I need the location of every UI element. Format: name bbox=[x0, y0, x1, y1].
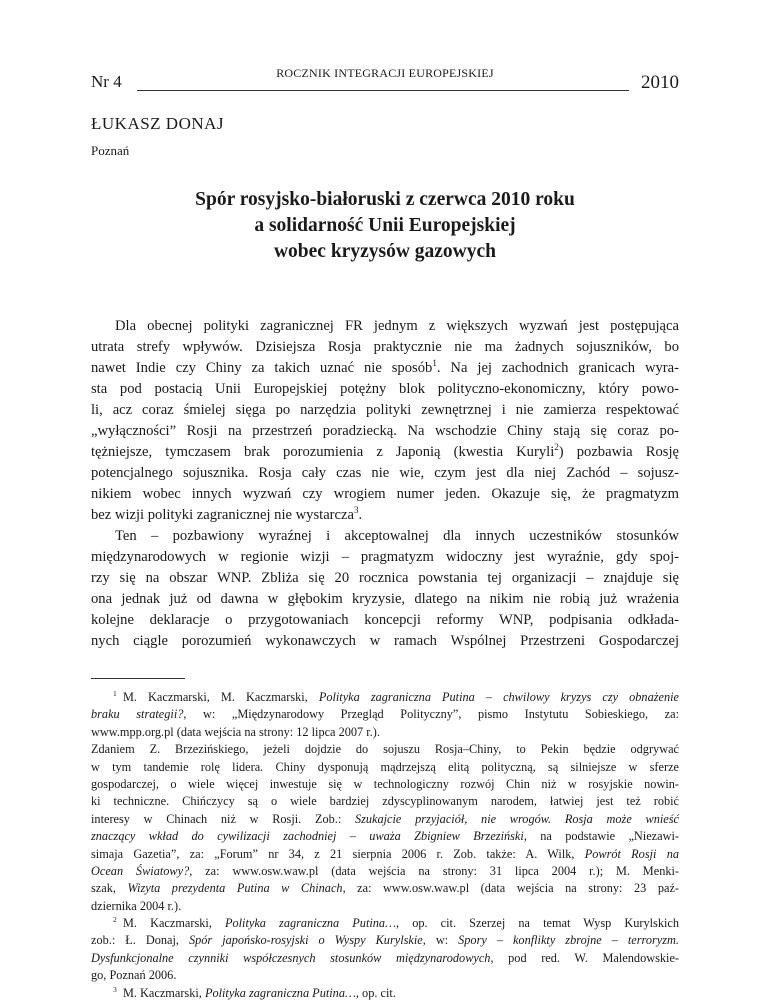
footnote-line: ki techniczne. Chińczycy są o wiele bardziej zdyscyplinowanym narodem, łatwiej jest też robić bbox=[91, 794, 679, 809]
footnote-number: 2 bbox=[113, 914, 117, 924]
body-line: sta pod postacią Unii Europejskiej potężny blok polityczno-ekonomiczny, który powo- bbox=[91, 381, 679, 397]
body-line: nikiem wobec innych wyzwań czy wrogiem numer jeden. Okazuje się, że pragmatyzm bbox=[91, 486, 679, 502]
title-line: Spór rosyjsko-białoruski z czerwca 2010 roku bbox=[195, 189, 575, 210]
body-line: Dla obecnej polityki zagranicznej FR jednym z większych wyzwań jest postępująca bbox=[115, 318, 679, 334]
author-name: ŁUKASZ DONAJ bbox=[91, 114, 225, 133]
footnote-line: szak, Wizyta prezydenta Putina w Chinach, za: www.osw.waw.pl (data wejścia na strony: 23 paź- bbox=[91, 881, 679, 896]
body-line: utrata strefy wpływów. Dzisiejsza Rosja praktycznie nie ma żadnych sojuszników, bo bbox=[91, 339, 679, 355]
issue-year: 2010 bbox=[641, 72, 679, 93]
article-body bbox=[91, 316, 679, 652]
footnotes bbox=[91, 689, 679, 1002]
body-line: potencjalnego sojusznika. Rosja cały czas nie wie, czym jest dla niej Zachód – sojusz- bbox=[91, 465, 679, 481]
body-line: międzynarodowych w regionie wizji – pragmatyzm widoczny jest wyraźnie, gdy spoj- bbox=[91, 549, 679, 565]
footnote-line: znaczący wkład do cywilizacji zachodniej – uważa Zbigniew Brzeziński, na podstawie „Niezawi- bbox=[91, 829, 679, 844]
footnote-ref: 1 bbox=[432, 358, 437, 369]
issue-number: Nr 4 bbox=[91, 72, 122, 91]
article-title bbox=[91, 187, 679, 265]
footnote-number: 1 bbox=[113, 688, 117, 698]
footnote-line: braku strategii?, w: „Międzynarodowy Przegląd Polityczny”, pismo Instytutu Sobieskiego, za: bbox=[91, 707, 680, 722]
footnote-ref: 3 bbox=[353, 505, 359, 516]
footnote-line: go, Poznań 2006. bbox=[91, 968, 177, 983]
body-line: Ten – pozbawiony wyraźnej i akceptowalnej dla innych uczestników stosunków bbox=[115, 528, 679, 544]
title-line: wobec kryzysów gazowych bbox=[273, 241, 497, 262]
footnote-line: Dysfunkcjonalne czynniki współczesnych stosunków międzynarodowych, pod red. W. Malendowskie- bbox=[91, 950, 679, 965]
footnote-line: $^1$ M. Kaczmarski, M. Kaczmarski, Polityka zagraniczna Putina – chwilowy kryzys czy obnażenie bbox=[113, 688, 679, 704]
header-rule bbox=[137, 90, 629, 91]
title-line: a solidarność Unii Europejskiej bbox=[254, 215, 516, 236]
footnote-line: dziernika 2004 r.). bbox=[91, 898, 182, 913]
footnote-line: interesy w Chinach niż w Rosji. Zob.: Szukajcie przyjaciół, nie wrogów. Rosja może wnieść bbox=[91, 811, 679, 826]
footnote-number: 3 bbox=[113, 984, 117, 994]
footnote-line: w tym tandemie rolę lidera. Chiny dysponują mądrzejszą elitą polityczną, są silniejsze w sferze bbox=[91, 759, 679, 774]
body-line: li, acz coraz śmielej sięga po narzędzia polityki zewnętrznej i nie zamierza respektować bbox=[91, 402, 679, 418]
footnote-separator bbox=[91, 678, 185, 679]
body-line: tężniejsze, tymczasem brak porozumienia z Japonią (kwestia Kuryli$^2$) pozbawia Rosję bbox=[91, 442, 679, 460]
footnote-line: $^2$ M. Kaczmarski, Polityka zagraniczna Putina…, op. cit. Szerzej na temat Wysp Kurylskich bbox=[113, 914, 680, 931]
author-affiliation: Poznań bbox=[91, 143, 130, 158]
footnote-line: www.mpp.org.pl (data wejścia na strony: 12 lipca 2007 r.). bbox=[91, 724, 380, 739]
body-line: ona jednak już od dawna w głębokim kryzysie, dlatego na nikim nie robią już wrażenia bbox=[91, 591, 679, 607]
footnote-ref: 2 bbox=[554, 442, 559, 453]
body-line: bez wizji polityki zagranicznej nie wystarcza$^3$. bbox=[91, 505, 363, 523]
body-line: nych ciągle porozumień wykonawczych w ramach Wspólnej Przestrzeni Gospodarczej bbox=[91, 633, 679, 649]
body-line: rzy się na obszar WNP. Zbliża się 20 rocznica powstania tej organizacji – znajduje się bbox=[91, 570, 679, 586]
footnote-line: Zdaniem Z. Brzezińskiego, jeżeli dojdzie do sojuszu Rosja–Chiny, to Pekin będzie odgrywać bbox=[91, 742, 679, 757]
footnote-line: $^3$ M. Kaczmarski, Polityka zagraniczna Putina…, op. cit. bbox=[113, 984, 396, 1000]
footnote-line: gospodarczej, o wiele więcej inwestuje się w technologiczny rozwój Chin niż w rosyjskie nowin- bbox=[91, 776, 679, 791]
body-line: nawet Indie czy Chiny za takich uznać nie sposób$^1$. Na jej zachodnich granicach wyra- bbox=[91, 358, 679, 376]
body-line: „wyłączności” Rosji na przestrzeń poradziecką. Na wschodzie Chiny stają się coraz po- bbox=[91, 423, 679, 439]
running-head bbox=[91, 66, 679, 96]
footnote-line: simaja Gazetia”, za: „Forum” nr 34, z 21 sierpnia 2006 r. Zob. także: A. Wilk, Powrót Rosji na bbox=[91, 846, 679, 861]
body-line: kolejne deklaracje o przygotowaniach koncepcji reformy WNP, podpisania odkłada- bbox=[91, 612, 679, 628]
footnote-line: zob.: Ł. Donaj, Spór japońsko-rosyjski o Wyspy Kurylskie, w: Spory – konflikty zbrojne – terroryzm. bbox=[91, 933, 680, 948]
footnote-line: Ocean Światowy?, za: www.osw.waw.pl (data wejścia na strony: 31 lipca 2004 r.); M. Menki- bbox=[91, 863, 679, 878]
journal-name: ROCZNIK INTEGRACJI EUROPEJSKIEJ bbox=[276, 66, 494, 80]
